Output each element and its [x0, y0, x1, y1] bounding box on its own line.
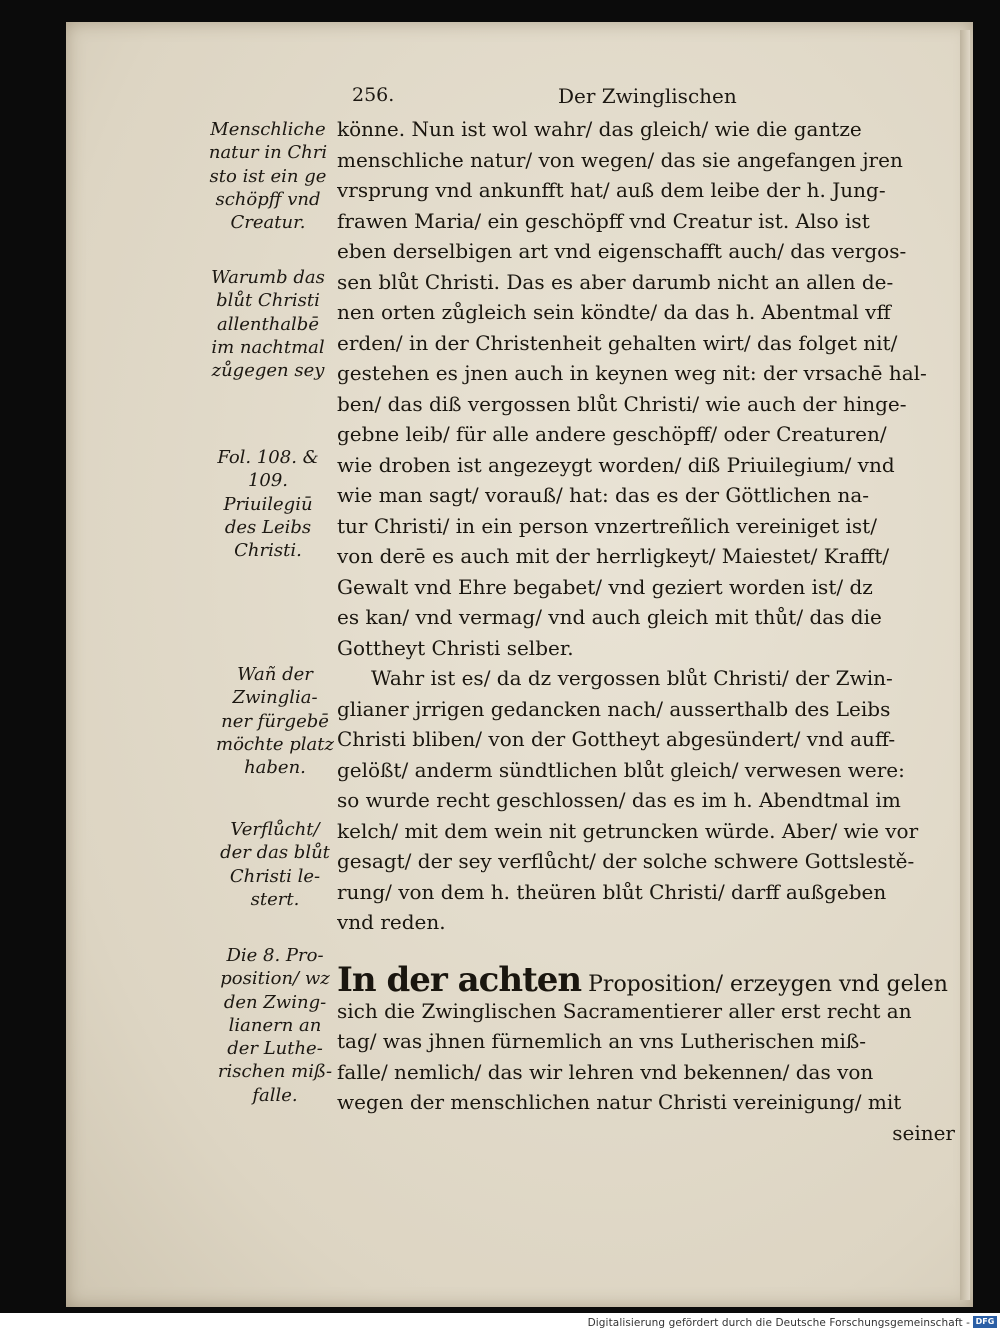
text-line: sen blůt Christi. Das es aber darumb nicht an allen de-: [337, 269, 894, 294]
text-line: erden/ in der Christenheit gehalten wirt/ das folget nit/: [337, 330, 898, 355]
text-line: wie man sagt/ vorauß/ hat: das es der Göttlichen na-: [337, 483, 870, 507]
margin-note-3: [198, 446, 338, 562]
paragraph-1: [337, 114, 959, 663]
text-line: gebne leib/ für alle andere geschöpff/ oder Creaturen/: [337, 422, 887, 446]
margin-note-line: 109.: [247, 470, 289, 492]
text-line: es kan/ vnd vermag/ vnd auch gleich mit thůt/ das die: [337, 605, 882, 629]
text-line: kelch/ mit dem wein nit getruncken würde. Aber/ wie vor: [337, 818, 919, 843]
margin-note-line: des Leibs: [224, 516, 312, 538]
margin-note-line: im nachtmal: [211, 336, 325, 358]
paragraph-3: [337, 964, 959, 1149]
text-line: [337, 964, 959, 996]
margin-note-line: Zwinglia-: [232, 687, 318, 709]
text-line: von derē es auch mit der herrligkeyt/ Maiestet/ Krafft/: [337, 544, 890, 568]
text-line: vnd reden.: [337, 910, 446, 934]
margin-note-4: [205, 663, 345, 779]
dfg-logo: DFG: [973, 1316, 997, 1328]
margin-note-line: Priuilegiū: [223, 493, 313, 515]
text-line: Christi bliben/ von der Gottheyt abgesündert/ vnd auff-: [337, 727, 896, 751]
funding-credit: Digitalisierung gefördert durch die Deutsche Forschungsgemeinschaft -: [587, 1317, 970, 1329]
margin-note-line: schöpff vnd: [215, 188, 321, 210]
text-line: gestehen es jnen auch in keynen weg nit: der vrsachē hal-: [337, 361, 927, 385]
text-line: falle/ nemlich/ das wir lehren vnd bekennen/ das von: [337, 1059, 874, 1084]
paragraph-2: [337, 663, 959, 938]
margin-note-line: den Zwing-: [223, 991, 327, 1013]
text-line-rest: Proposition/ erzeygen vnd gelen: [581, 971, 948, 996]
margin-note-line: falle.: [252, 1084, 298, 1106]
text-line: rung/ von dem h. theüren blůt Christi/ darff außgeben: [337, 879, 887, 904]
text-line: wegen der menschlichen natur Christi vereinigung/ mit: [337, 1090, 902, 1114]
text-line: frawen Maria/ ein geschöpff vnd Creatur ist. Also ist: [337, 208, 870, 233]
text-line: wie droben ist angezeygt worden/ diß Priuilegium/ vnd: [337, 452, 895, 477]
margin-note-line: lianern an: [228, 1014, 322, 1036]
page-number: 256.: [352, 84, 395, 106]
margin-note-1: [198, 118, 338, 234]
margin-note-line: natur in Chri: [208, 142, 328, 164]
margin-note-line: der Luthe-: [227, 1038, 323, 1060]
text-line: nen orten zůgleich sein köndte/ da das h. Abentmal vff: [337, 300, 891, 324]
margin-note-line: rischen miß-: [217, 1061, 333, 1083]
catchword: seiner: [892, 1120, 955, 1145]
margin-note-2: [198, 266, 338, 382]
margin-note-line: zůgegen sey: [211, 360, 325, 382]
margin-note-line: haben.: [244, 757, 306, 779]
text-line: vrsprung vnd ankunfft hat/ auß dem leibe der h. Jung-: [337, 178, 886, 202]
page-header: [0, 84, 1000, 114]
margin-note-line: Christi.: [234, 540, 302, 562]
margin-note-5: [205, 818, 345, 911]
margin-note-line: Warumb das: [211, 267, 325, 288]
paragraph-gap: [337, 938, 959, 964]
margin-note-line: möchte platz: [216, 733, 334, 755]
page-edge: [960, 30, 970, 1300]
margin-note-line: stert.: [250, 888, 300, 910]
margin-note-line: position/ wz: [220, 968, 330, 990]
margin-note-line: Fol. 108. &: [217, 447, 319, 468]
running-head: Der Zwinglischen: [558, 84, 737, 108]
margin-note-line: Die 8. Pro-: [226, 945, 324, 966]
text-line: tur Christi/ in ein person vnzertreñlich vereiniget ist/: [337, 513, 877, 538]
margin-note-line: sto ist ein ge: [209, 165, 327, 187]
text-line: glianer jrrigen gedancken nach/ ausserthalb des Leibs: [337, 696, 891, 721]
text-line: eben derselbigen art vnd eigenschafft auch/ das vergos-: [337, 239, 907, 263]
margin-note-6: [205, 944, 345, 1107]
margin-note-line: ner fürgebē: [221, 710, 329, 732]
text-line: sich die Zwinglischen Sacramentierer aller erst recht an: [337, 998, 912, 1023]
margin-note-line: Christi le-: [229, 865, 321, 887]
digitization-footer: [0, 1313, 1000, 1332]
text-line: könne. Nun ist wol wahr/ das gleich/ wie die gantze: [337, 117, 862, 141]
margin-note-line: Menschliche: [210, 119, 326, 140]
main-text: [337, 114, 959, 1148]
text-line: so wurde recht geschlossen/ das es im h. Abendtmal im: [337, 788, 901, 812]
text-line: gelößt/ anderm sündtlichen blůt gleich/ verwesen were:: [337, 757, 905, 782]
margin-note-line: blůt Christi: [216, 290, 320, 312]
margin-note-line: allenthalbē: [217, 313, 319, 335]
text-line: Wahr ist es/ da dz vergossen blůt Christi/ der Zwin-: [371, 666, 893, 690]
margin-note-line: der das blůt: [220, 842, 330, 864]
margin-note-line: Creatur.: [230, 212, 306, 234]
text-line: Gottheyt Christi selber.: [337, 635, 574, 660]
text-line: gesagt/ der sey verflůcht/ der solche schwere Gottslestě-: [337, 849, 915, 873]
paragraph-initial-words: In der achten: [337, 963, 582, 996]
text-line: ben/ das diß vergossen blůt Christi/ wie auch der hinge-: [337, 391, 907, 416]
margin-note-line: Wañ der: [237, 664, 313, 685]
text-line: tag/ was jhnen fürnemlich an vns Lutherischen miß-: [337, 1029, 867, 1053]
margin-note-line: Verflůcht/: [230, 819, 320, 840]
text-line: Gewalt vnd Ehre begabet/ vnd geziert worden ist/ dz: [337, 574, 873, 599]
text-line: menschliche natur/ von wegen/ das sie angefangen jren: [337, 147, 903, 172]
